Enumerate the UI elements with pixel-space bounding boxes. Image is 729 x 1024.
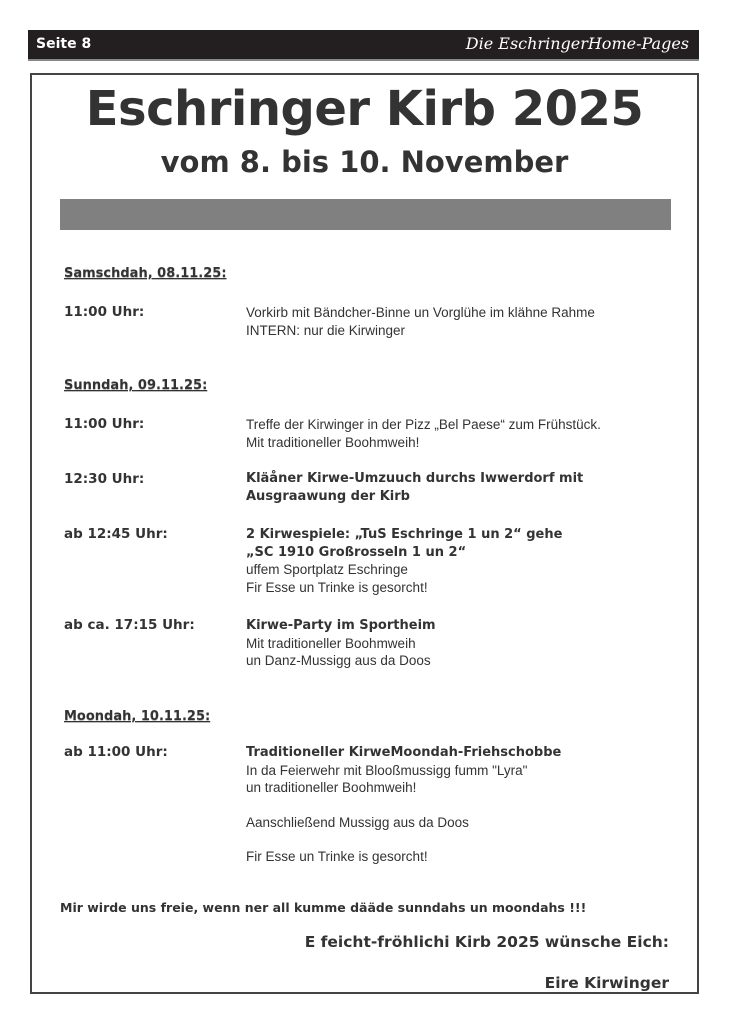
event-line: INTERN: nur die Kirwinger xyxy=(246,322,406,338)
event-line: Ausgraawung der Kirb xyxy=(246,488,410,504)
event-time: 12:30 Uhr: xyxy=(64,471,145,487)
page-title: Eschringer Kirb 2025 xyxy=(85,81,644,137)
divider-bar xyxy=(60,199,671,230)
event-description xyxy=(246,526,562,596)
day-heading-sunday: Sunndah, 09.11.25: xyxy=(64,378,208,393)
kirb-wish: E feicht-fröhlichi Kirb 2025 wünsche Eich: xyxy=(304,933,669,951)
event-line: Mit traditioneller Boohmweih xyxy=(246,635,416,651)
event-time: 11:00 Uhr: xyxy=(64,416,145,432)
event-line: Treffe der Kirwinger in der Pizz „Bel Paese“ zum Frühstück. xyxy=(246,417,601,432)
event-line: In da Feierwehr mit Blooßmussigg fumm "Lyra" xyxy=(246,762,528,778)
event-line: Fir Esse un Trinke is gesorcht! xyxy=(246,579,428,595)
day-heading-monday: Moondah, 10.11.25: xyxy=(64,709,211,724)
event-line: un Danz-Mussigg aus da Doos xyxy=(246,653,431,668)
event-line: 2 Kirwespiele: „TuS Eschringe 1 un 2“ gehe xyxy=(246,527,563,542)
announcement-frame xyxy=(30,73,699,994)
event-description xyxy=(246,744,561,866)
day-heading-saturday: Samschdah, 08.11.25: xyxy=(64,266,227,281)
event-time: ab 11:00 Uhr: xyxy=(64,744,168,760)
event-line: Kirwe-Party im Sportheim xyxy=(246,618,436,633)
event-line: Mit traditioneller Boohmweih! xyxy=(246,434,420,450)
event-line: Traditioneller KirweMoondah-Friehschobbe xyxy=(246,745,562,760)
event-description xyxy=(246,416,601,451)
event-line: Aanschließend Mussigg aus da Doos xyxy=(246,814,469,830)
event-description xyxy=(246,470,583,505)
invitation-text: Mir wirde uns freie, wenn ner all kumme dääde sunndahs un moondahs !!! xyxy=(60,900,587,915)
event-time: 11:00 Uhr: xyxy=(64,304,145,320)
page-subtitle: vom 8. bis 10. November xyxy=(160,145,569,179)
event-description xyxy=(246,617,436,670)
event-line: „SC 1910 Großrosseln 1 un 2“ xyxy=(246,544,467,560)
event-line: Fir Esse un Trinke is gesorcht! xyxy=(246,849,428,864)
event-time: ab ca. 17:15 Uhr: xyxy=(64,617,195,633)
event-line: uffem Sportplatz Eschringe xyxy=(246,562,408,577)
page-number: Seite 8 xyxy=(36,36,92,52)
event-line: Kläåner Kirwe-Umzuuch durchs Iwwerdorf mit xyxy=(246,471,584,486)
event-description xyxy=(246,304,595,339)
event-line: un traditioneller Boohmweih! xyxy=(246,780,417,795)
event-time: ab 12:45 Uhr: xyxy=(64,526,168,542)
signature: Eire Kirwinger xyxy=(544,974,669,992)
page-header-bar xyxy=(28,30,699,61)
publication-name: Die EschringerHome-Pages xyxy=(465,34,689,53)
event-line: Vorkirb mit Bändcher-Binne un Vorglühe im klähne Rahme xyxy=(246,305,595,320)
